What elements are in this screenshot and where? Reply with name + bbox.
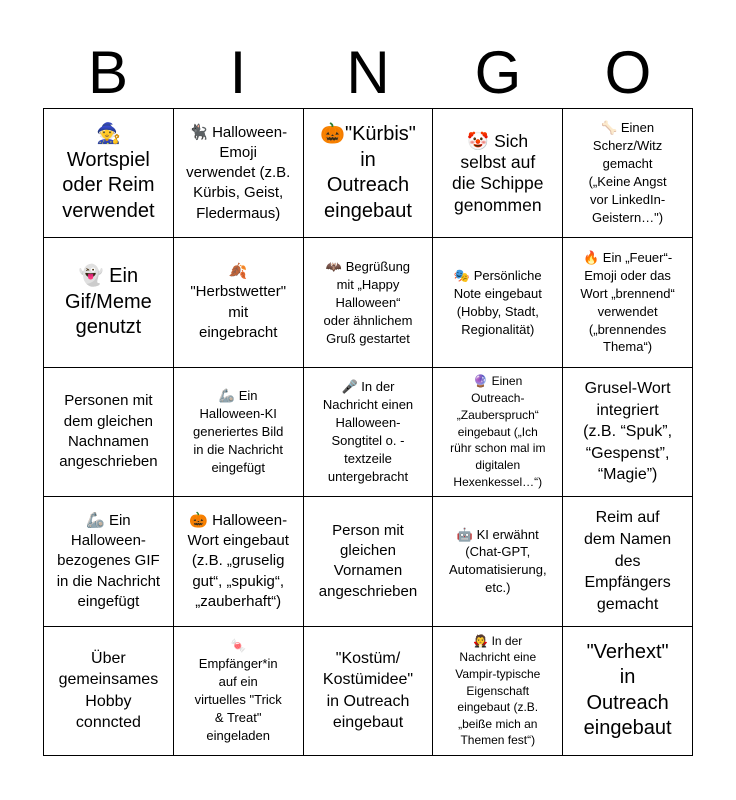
bingo-cell-r2c3[interactable]: [304, 238, 434, 367]
bingo-cell-r5c3[interactable]: [304, 627, 434, 756]
header-letter-i: I: [229, 39, 247, 106]
cell-text: 🎭 Persönliche Note eingebaut (Hobby, Stadt, Regionalität): [453, 267, 542, 337]
bingo-header: [43, 38, 693, 108]
cell-text: 🐈‍⬛ Halloween- Emoji verwendet (z.B. Kürbis, Geist, Fledermaus): [186, 123, 291, 222]
bingo-cell-r1c3[interactable]: [304, 109, 434, 238]
bingo-board: [43, 108, 693, 756]
bingo-cell-r3c2[interactable]: [174, 368, 304, 497]
cell-text: "Verhext" in Outreach eingebaut: [583, 640, 672, 740]
cell-text: 🔮 Einen Outreach- „Zauberspruch“ eingebaut („Ich rühr schon mal im digitalen Hexenkessel…“): [450, 374, 546, 489]
bingo-cell-r4c4[interactable]: [433, 497, 563, 626]
bingo-cell-r4c3[interactable]: [304, 497, 434, 626]
cell-text: Über gemeinsames Hobby conncted: [58, 649, 159, 732]
cell-text: 🤖 KI erwähnt (Chat-GPT, Automatisierung, etc.): [449, 526, 547, 596]
cell-text: "Kostüm/ Kostümidee" in Outreach eingebaut: [322, 649, 414, 732]
bingo-cell-r3c3[interactable]: [304, 368, 434, 497]
cell-text: 🍬 Empfänger*in auf ein virtuelles "Trick & Treat" eingeladen: [194, 637, 282, 743]
bingo-cell-r4c2[interactable]: [174, 497, 304, 626]
cell-text: Grusel-Wort integriert (z.B. “Spuk”, “Gespenst”, “Magie”): [583, 380, 673, 484]
cell-text: 🧙 Wortspiel oder Reim verwendet: [62, 123, 155, 222]
cell-text: 🦇 Begrüßung mit „Happy Halloween“ oder ähnlichem Gruß gestartet: [323, 258, 413, 346]
cell-text: Reim auf dem Namen des Empfängers gemacht: [584, 509, 672, 613]
cell-text: 🦾 Ein Halloween- bezogenes GIF in die Nachricht eingefügt: [56, 511, 161, 610]
header-letter-g: G: [474, 39, 522, 106]
bingo-cell-r3c4[interactable]: [433, 368, 563, 497]
bingo-cell-r3c1[interactable]: [44, 368, 174, 497]
bingo-cell-r5c1[interactable]: [44, 627, 174, 756]
cell-text: 🔥 Ein „Feuer“- Emoji oder das Wort „brennend“ verwendet („brennendes Thema“): [580, 249, 675, 355]
cell-text: Personen mit dem gleichen Nachnamen angeschrieben: [59, 392, 158, 471]
bingo-cell-r3c5[interactable]: [563, 368, 693, 497]
bingo-cell-r4c1[interactable]: [44, 497, 174, 626]
cell-text: 🦾 Ein Halloween-KI generiertes Bild in die Nachricht eingefügt: [193, 388, 284, 475]
bingo-cell-r5c4[interactable]: [433, 627, 563, 756]
bingo-cell-r2c5[interactable]: [563, 238, 693, 367]
bingo-cell-r2c2[interactable]: [174, 238, 304, 367]
cell-text: 🎤 In der Nachricht einen Halloween- Songtitel o. - textzeile untergebracht: [322, 379, 414, 484]
cell-text: 👻 Ein Gif/Meme genutzt: [65, 265, 152, 339]
bingo-cell-r5c2[interactable]: [174, 627, 304, 756]
bingo-cell-r2c4[interactable]: [433, 238, 563, 367]
cell-text: 🧛 In der Nachricht eine Vampir-typische Eigenschaft eingebaut (z.B. „beiße mich an Themen fest“): [455, 633, 541, 748]
cell-text: Person mit gleichen Vornamen angeschrieben: [318, 521, 418, 600]
cell-text: 🍂 "Herbstwetter" mit eingebracht: [190, 263, 287, 341]
bingo-cell-r5c5[interactable]: [563, 627, 693, 756]
header-letter-o: O: [604, 39, 652, 106]
cell-text: 🤡 Sich selbst auf die Schippe genommen: [452, 130, 544, 215]
cell-text: 🎃"Kürbis" in Outreach eingebaut: [320, 123, 416, 222]
bingo-cell-r1c4[interactable]: [433, 109, 563, 238]
bingo-cell-r1c5[interactable]: [563, 109, 693, 238]
cell-text: 🦴 Einen Scherz/Witz gemacht („Keine Angst vor LinkedIn- Geistern…"): [588, 120, 667, 226]
bingo-cell-r1c2[interactable]: [174, 109, 304, 238]
header-letter-n: N: [346, 39, 390, 106]
cell-text: 🎃 Halloween- Wort eingebaut (z.B. „gruselig gut“, „spukig“, „zauberhaft“): [187, 511, 289, 610]
bingo-cell-r4c5[interactable]: [563, 497, 693, 626]
bingo-cell-r2c1[interactable]: [44, 238, 174, 367]
bingo-cell-r1c1[interactable]: [44, 109, 174, 238]
header-letter-b: B: [87, 39, 129, 106]
